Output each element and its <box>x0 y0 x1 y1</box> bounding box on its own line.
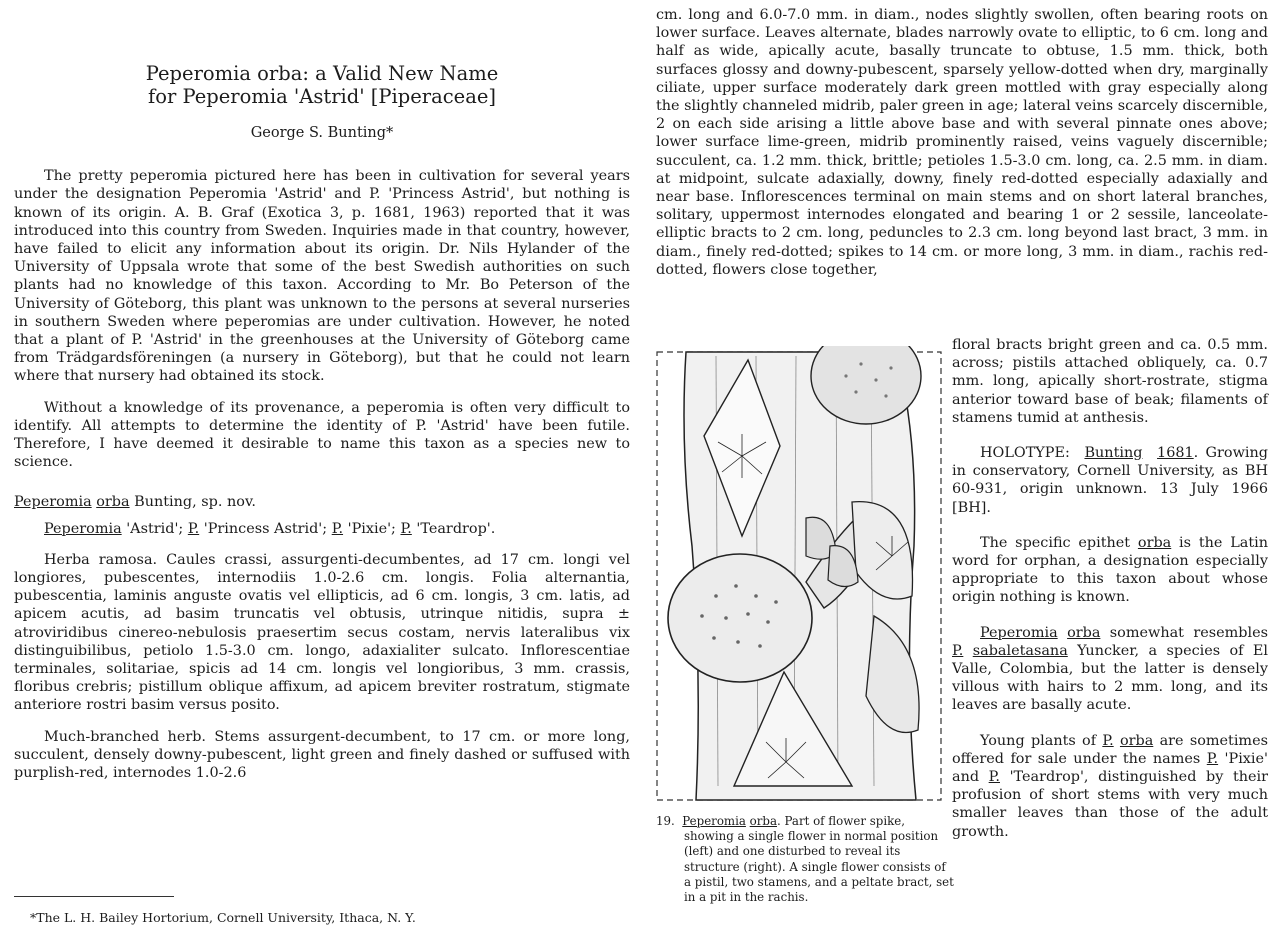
left-column <box>14 62 630 782</box>
side-column <box>952 336 1268 841</box>
flower-spike-illustration <box>656 346 942 802</box>
article-title <box>14 62 630 108</box>
holotype-paragraph: HOLOTYPE: Bunting 1681. Growing in conservatory, Cornell University, as BH 60-931, origin unknown. 13 July 1966 [BH]. <box>952 445 1268 516</box>
title-line-1: Peperomia orba: a Valid New Name <box>145 62 499 85</box>
right-column <box>656 6 1268 279</box>
epithet-paragraph: The specific epithet orba is the Latin word for orphan, a designation especially appropriate to this taxon about whose origin nothing is known. <box>952 534 1268 606</box>
synonym-list: Peperomia 'Astrid'; P. 'Princess Astrid'; P. 'Pixie'; P. 'Teardrop'. <box>44 520 496 537</box>
english-description-continued: cm. long and 6.0-7.0 mm. in diam., nodes slightly swollen, often bearing roots on lower surface. Leaves alternate, blades narrowly ovate to elliptic, to 6 cm. long and half as wide, apically acute, basally truncate to obtuse, 1.5 mm. thick, both surfaces glossy and downy-pubescent, sparsely yellow-dotted when dry, marginally ciliate, upper surface moderately dark green mottled with gray especially along the slightly channeled midrib, paler green in age; lateral veins scarcely discernible, 2 on each side arising a little above base and with several pinnate ones above; lower surface lime-green, midrib prominently raised, veins vaguely discernible; succulent, ca. 1.2 mm. thick, brittle; petioles 1.5-3.0 cm. long, ca. 2.5 mm. in diam. at midpoint, sulcate adaxially, downy, finely red-dotted especially adaxially and near base. Inflorescences terminal on main stems and on short lateral branches, solitary, uppermost internodes elongated and bearing 1 or 2 sessile, lanceolate-elliptic bracts to 2 cm. long, peduncles to 2.3 cm. long beyond last bract, 3 mm. in diam., finely red-dotted; spikes to 14 cm. or more long, 3 mm. in diam., rachis red-dotted, flowers close together, <box>656 7 1268 278</box>
species-heading: Peperomia orba Bunting, sp. nov. <box>14 494 256 511</box>
description-end: floral bracts bright green and ca. 0.5 mm. across; pistils attached obliquely, ca. 0.7 mm. long, apically short-rostrate, stigma anterior toward base of beak; filaments of stamens tumid at anthesis. <box>952 337 1268 426</box>
young-plants-paragraph: Young plants of P. orba are sometimes offered for sale under the names P. 'Pixie' and P. 'Teardrop', distinguished by their profusion of short stems with very much smaller leaves than those of the adult growth. <box>952 732 1268 840</box>
author-name: George S. Bunting* <box>250 125 394 141</box>
footnote-rule <box>14 896 174 897</box>
english-description-start: Much-branched herb. Stems assurgent-decumbent, to 17 cm. or more long, succulent, densely downy-pubescent, light green and finely dashed or suffused with purplish-red, internodes 1.0-2.6 <box>14 728 630 782</box>
provenance-paragraph: Without a knowledge of its provenance, a peperomia is often very difficult to identify. All attempts to determine the identity of P. 'Astrid' have been futile. Therefore, I have deemed it desirable to name this taxon as a species new to science. <box>14 399 630 471</box>
footnote: *The L. H. Bailey Hortorium, Cornell University, Ithaca, N. Y. <box>30 910 416 925</box>
figure-caption: 19. Peperomia orba. Part of flower spike, showing a single flower in normal position (left) and one disturbed to reveal its structure (right). A single flower consists of a pistil, two stamens, and a peltate bract, set in a pit in the rachis. <box>656 814 954 905</box>
title-line-2: for Peperomia 'Astrid' [Piperaceae] <box>148 85 496 108</box>
latin-description: Herba ramosa. Caules crassi, assurgenti-decumbentes, ad 17 cm. longi vel longiores, pubescentes, internodiis 1.0-2.6 cm. longis. Folia alternantia, pubescentia, laminis anguste ovatis vel ellipticis, ad 6 cm. longis, 3 cm. latis, ad apicem acutis, ad basim truncatis vel obtusis, utrinque nitidis, supra ± atroviridibus cinereo-nebulosis praesertim secus costam, nervis lateralibus vix distinguibilibus, petiolo 1.5-3.0 cm. longo, adaxialiter sulcato. Inflorescentiae terminales, solitariae, spicis ad 14 cm. longis vel longioribus, 3 mm. crassis, floribus crebris; pistillum oblique affixum, ad apicem breviter rostratum, stigmate anteriore rostri basim versus posito. <box>14 551 630 714</box>
comparison-paragraph: Peperomia orba somewhat resembles P. sabaletasana Yuncker, a species of El Valle, Colombia, but the latter is densely villous with hairs to 2 mm. long, and its leaves are basally acute. <box>952 624 1269 714</box>
intro-paragraph: The pretty peperomia pictured here has been in cultivation for several years under the designation Peperomia 'Astrid' and P. 'Princess Astrid', but nothing is known of its origin. A. B. Graf (Exotica 3, p. 1681, 1963) reported that it was introduced into this country from Sweden. Inquiries made in that country, however, have failed to elicit any information about its origin. Dr. Nils Hylander of the University of Uppsala wrote that some of the best Swedish authorities on such plants had no knowledge of this taxon. According to Mr. Bo Peterson of the University of Göteborg, this plant was unknown to the persons at several nurseries in southern Sweden where peperomias are under cultivation. However, he noted that a plant of P. 'Astrid' in the greenhouses at the University of Göteborg came from Trädgardsföreningen (a nursery in Göteborg), but that he could not learn where that nursery had obtained its stock. <box>14 168 630 385</box>
